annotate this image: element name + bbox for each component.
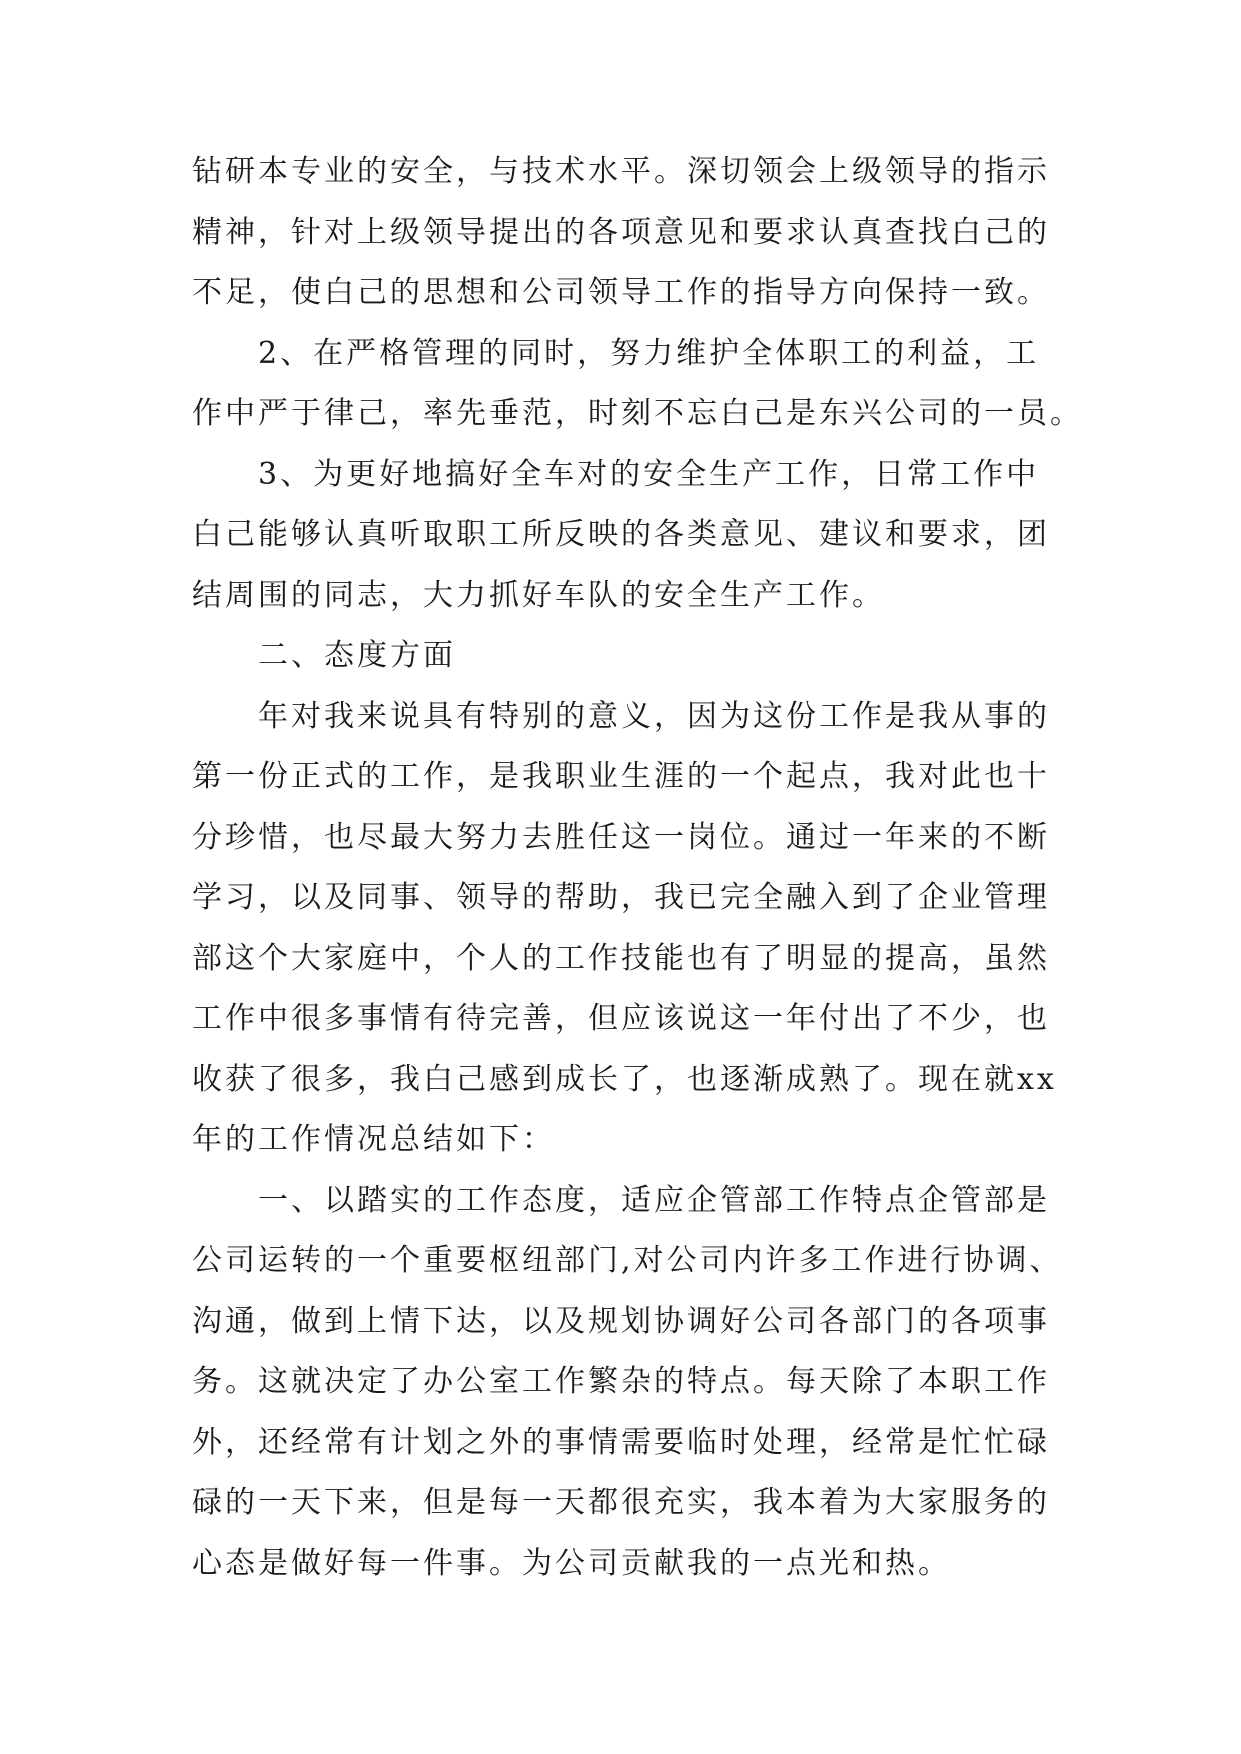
section-heading: 二、态度方面 — [258, 638, 456, 673]
text-line: 务。这就决定了办公室工作繁杂的特点。每天除了本职工作 — [192, 1364, 1050, 1399]
text-line: 公司运转的一个重要枢纽部门,对公司内许多工作进行协调、 — [192, 1243, 1063, 1278]
text-line: 年的工作情况总结如下： — [192, 1122, 555, 1157]
text-line: 心态是做好每一件事。为公司贡献我的一点光和热。 — [192, 1545, 951, 1581]
text-line: 不足，使白己的思想和公司领导工作的指导方向保持一致。 — [192, 275, 1050, 310]
paragraph-start-line: 2、在严格管理的同时，努力维护全体职工的利益，工 — [258, 335, 1040, 371]
text-line: 外，还经常有计划之外的事情需要临时处理，经常是忙忙碌 — [192, 1424, 1050, 1460]
text-line: 第一份正式的工作，是我职业生涯的一个起点，我对此也十 — [192, 759, 1050, 794]
text-line: 部这个大家庭中，个人的工作技能也有了明显的提高，虽然 — [192, 940, 1050, 976]
text-line: 收获了很多，我白己感到成长了，也逐渐成熟了。现在就xx — [192, 1061, 1057, 1097]
text-line: 精神，针对上级领导提出的各项意见和要求认真查找白己的 — [192, 214, 1050, 250]
text-line: 白己能够认真听取职工所反映的各类意见、建议和要求，团 — [192, 517, 1050, 552]
document-body — [192, 142, 1083, 1594]
text-line: 分珍惜，也尽最大努力去胜任这一岗位。通过一年来的不断 — [192, 819, 1050, 855]
text-line: 钻研本专业的安全，与技术水平。深切领会上级领导的指示 — [192, 154, 1050, 189]
text-line: 工作中很多事情有待完善，但应该说这一年付出了不少，也 — [192, 1001, 1050, 1036]
text-line: 沟通，做到上情下达，以及规划协调好公司各部门的各项事 — [192, 1303, 1050, 1339]
text-line: 碌的一天下来，但是每一天都很充实，我本着为大家服务的 — [192, 1485, 1050, 1520]
text-line: 结周围的同志，大力抓好车队的安全生产工作。 — [192, 577, 885, 613]
paragraph-start-line: 年对我来说具有特别的意义，因为这份工作是我从事的 — [258, 698, 1050, 734]
paragraph-start-line: 一、以踏实的工作态度，适应企管部工作特点企管部是 — [258, 1182, 1050, 1218]
text-line: 作中严于律己，率先垂范，时刻不忘白己是东兴公司的一员。 — [192, 396, 1083, 431]
text-line: 学习，以及同事、领导的帮助，我已完全融入到了企业管理 — [192, 880, 1050, 915]
paragraph-start-line: 3、为更好地搞好全车对的安全生产工作，日常工作中 — [258, 456, 1040, 492]
